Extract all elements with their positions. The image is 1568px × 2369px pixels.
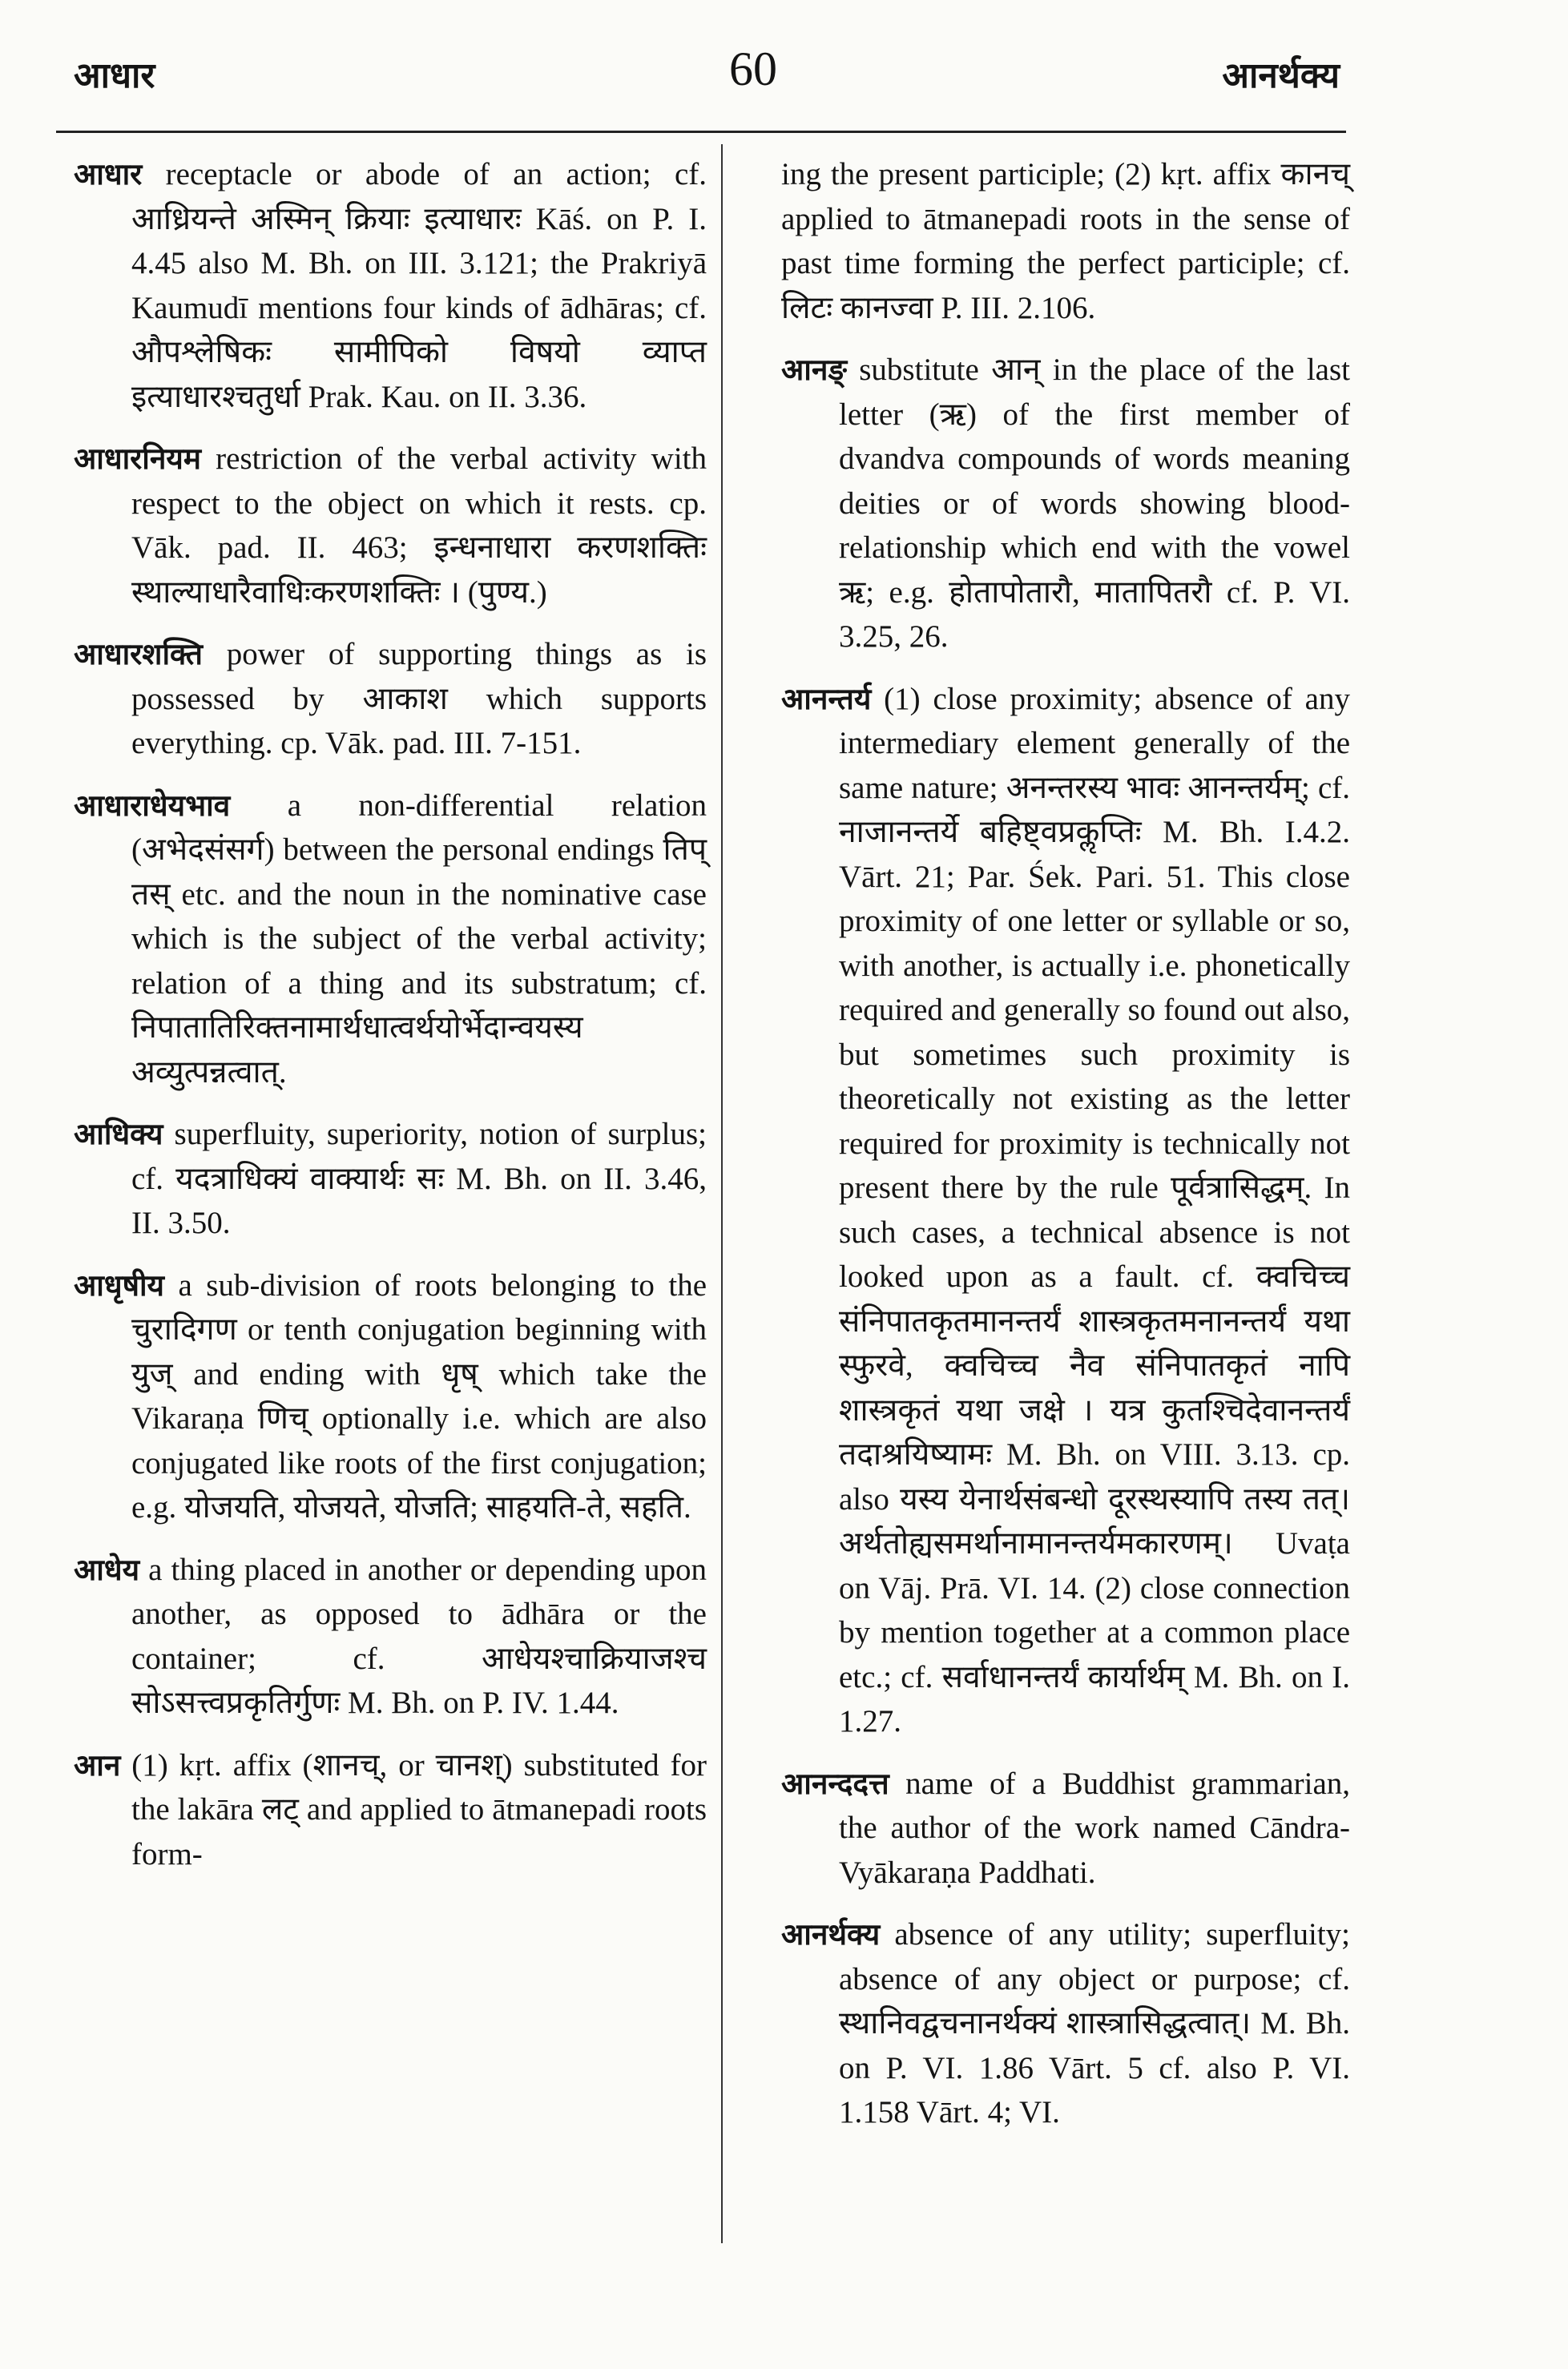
dictionary-entry: [74, 784, 707, 1095]
dictionary-entry: [74, 1263, 707, 1530]
entry-headword: आनङ्: [781, 353, 847, 387]
entry-headword: आनन्तर्य: [781, 681, 872, 716]
dictionary-entry-continued: [781, 152, 1350, 330]
left-column: [74, 152, 707, 1894]
entry-definition: power of supporting things as is possessed by आकाश which supports everything. cp. Vāk. pad. III. 7-151.: [131, 637, 707, 760]
dictionary-entry: [74, 1743, 707, 1877]
entry-definition: receptacle or abode of an action; cf. आध्रियन्ते अस्मिन् क्रियाः इत्याधारः Kāś. on P. I. 4.45 also M. Bh. on III. 3.121; the Prakriyā Kaumudī mentions four kinds of ādhāras; cf. औपश्लेषिकः सामीपिको विषयो व्याप्त इत्याधारश्चतुर्धा Prak. Kau. on II. 3.36.: [131, 157, 707, 414]
dictionary-entry: [74, 1548, 707, 1726]
header-rule: [56, 131, 1346, 133]
dictionary-entry: [781, 1912, 1350, 2135]
entry-definition: superfluity, superiority, notion of surplus; cf. यदत्राधिक्यं वाक्यार्थः सः M. Bh. on II. 3.46, II. 3.50.: [131, 1117, 707, 1240]
dictionary-entry: [74, 152, 707, 419]
entry-definition: absence of any utility; superfluity; absence of any object or purpose; cf. स्थानिवद्वचनानर्थक्यं शास्त्रासिद्धत्वात्। M. Bh. on P. VI. 1.86 Vārt. 5 cf. also P. VI. 1.158 Vārt. 4; VI.: [839, 1917, 1351, 2129]
entry-headword: आधृषीय: [74, 1267, 164, 1303]
running-head-right-word: आनर्थक्य: [1222, 56, 1340, 95]
entry-definition: (1) close proximity; absence of any intermediary element generally of the same nature; अनन्तरस्य भावः आनन्तर्यम्; cf. नाजानन्तर्ये बहिष्ट्वप्रकॢप्तिः M. Bh. I.4.2. Vārt. 21; Par. Śek. Pari. 51. This close proximity of one letter or syllable or so, with another, is actually i.e. phonetically required and generally so found out also, but sometimes such proximity is theoretically not existing as the letter required for proximity is technically not present there by the rule पूर्वत्रासिद्धम्. In such cases, a technical absence is not looked upon as a fault. cf. क्वचिच्च संनिपातकृतमानन्तर्यं शास्त्रकृतमनानन्तर्यं यथा स्फुरवे, क्वचिच्च नैव संनिपातकृतं नापि शास्त्रकृतं यथा जक्षे । यत्र कुतश्चिदेवानन्तर्यं तदाश्रयिष्यामः M. Bh. on VIII. 3.13. cp. also यस्य येनार्थसंबन्धो दूरस्थस्यापि तस्य तत्। अर्थतोह्यसमर्थानामानन्तर्यमकारणम्। Uvaṭa on Vāj. Prā. VI. 14. (2) close connection by mention together at a common place etc.; cf. सर्वाधानन्तर्यं कार्यार्थम् M. Bh. on I. 1.27.: [839, 681, 1350, 1738]
entry-headword: आधारनियम: [74, 441, 201, 476]
entry-headword: आधाराधेयभाव: [74, 788, 231, 823]
dictionary-entry: [74, 1112, 707, 1246]
entry-definition: (1) kṛt. affix (शानच्, or चानश्) substituted for the lakāra लट् and applied to ātmanepadi roots form-: [131, 1747, 707, 1871]
entry-headword: आधार: [74, 157, 143, 191]
entry-headword: आधेय: [74, 1552, 140, 1587]
entry-headword: आनन्ददत्त: [781, 1766, 889, 1801]
entry-definition: substitute आन् in the place of the last letter (ऋ) of the first member of dvandva compounds of words meaning deities or of words showing blood-relationship which end with the vowel ऋ; e.g. होतापोतारौ, मातापितरौ cf. P. VI. 3.25, 26.: [839, 353, 1350, 654]
entry-definition: a sub-division of roots belonging to the चुरादिगण or tenth conjugation beginning with युज् and ending with धृष् which take the Vikaraṇa णिच् optionally i.e. which are also conjugated like roots of the first conjugation; e.g. योजयति, योजयते, योजति; साहयति-ते, सहति.: [131, 1267, 707, 1525]
entry-definition: a non-differential relation (अभेदसंसर्ग) between the personal endings तिप् तस् etc. and the noun in the nominative case which is the subject of the verbal activity; relation of a thing and its substratum; cf. निपातातिरिक्तनामार्थधात्वर्थयोर्भेदान्वयस्य अव्युत्पन्नत्वात्.: [131, 788, 707, 1090]
dictionary-entry: [781, 677, 1350, 1744]
entry-definition: name of a Buddhist grammarian, the author of the work named Cāndra-Vyākaraṇa Paddhati.: [839, 1766, 1351, 1890]
entry-headword: आन: [74, 1747, 121, 1783]
entry-headword: आधारशक्ति: [74, 637, 203, 671]
entry-definition: restriction of the verbal activity with respect to the object on which it rests. cp. Vāk. pad. II. 463; इन्धनाधारा करणशक्तिः स्थाल्याधारैवाधिःकरणशक्तिः । (पुण्य.): [131, 441, 707, 610]
entry-headword: आनर्थक्य: [781, 1917, 881, 1952]
running-head-left-word: आधार: [74, 56, 155, 95]
entry-definition: a thing placed in another or depending upon another, as opposed to ādhāra or the container; cf. आधेयश्चाक्रियाजश्च सोऽसत्त्वप्रकृतिर्गुणः M. Bh. on P. IV. 1.44.: [131, 1552, 707, 1720]
page-number: 60: [729, 42, 777, 95]
entry-definition: ing the present participle; (2) kṛt. affix कानच् applied to ātmanepadi roots in the sense of past time forming the perfect participle; cf. लिटः कानज्वा P. III. 2.106.: [781, 157, 1350, 325]
entry-headword: आधिक्य: [74, 1117, 163, 1151]
column-divider: [721, 144, 723, 2243]
dictionary-entry: [781, 1762, 1350, 1896]
running-head: [0, 42, 1568, 114]
dictionary-entry: [74, 437, 707, 614]
right-column: [781, 152, 1350, 2153]
dictionary-entry: [781, 348, 1350, 659]
dictionary-entry: [74, 632, 707, 766]
